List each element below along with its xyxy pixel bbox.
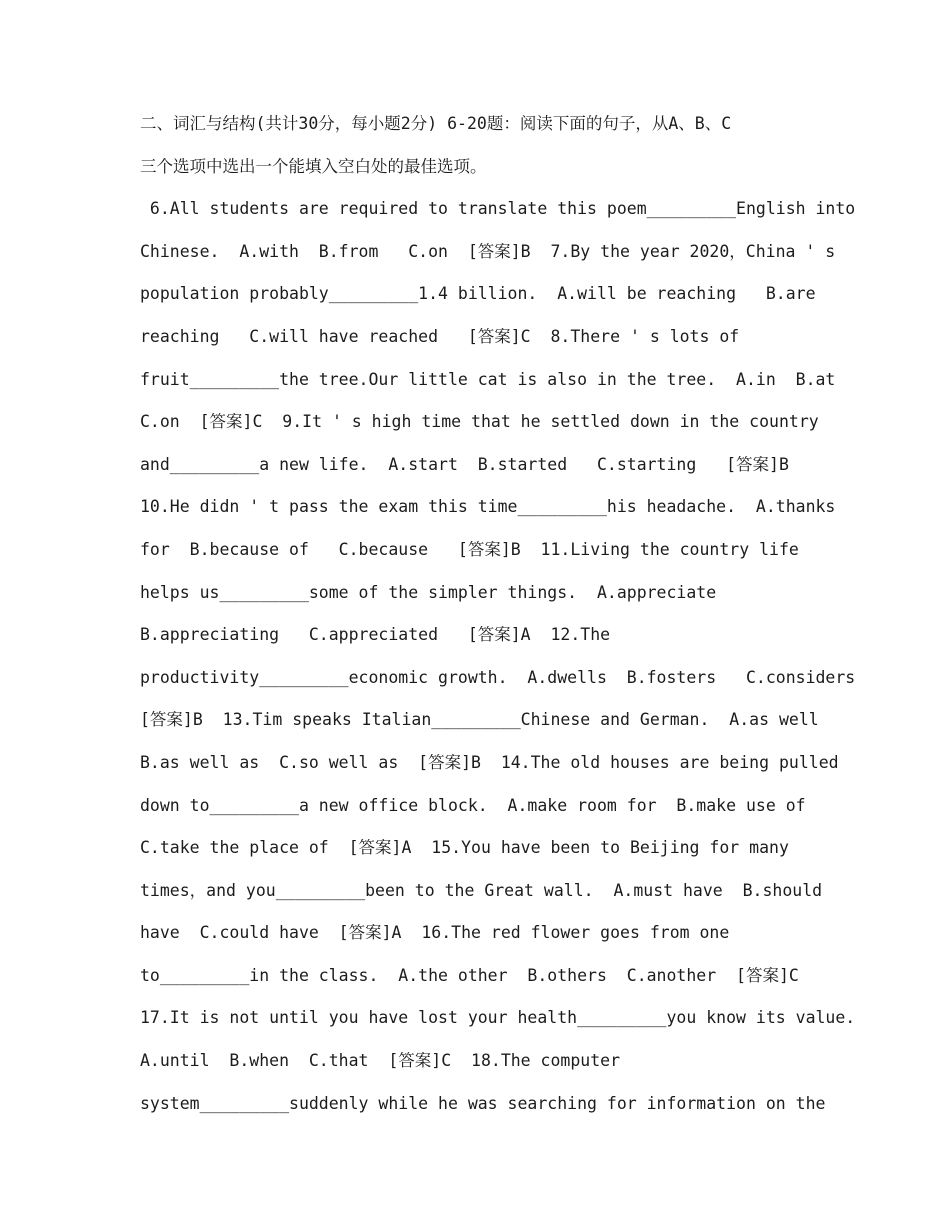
text-line: productivity_________economic growth. A.dwells B.fosters C.considers	[140, 667, 856, 687]
text-line: C.take the place of [答案]A 15.You have been to Beijing for many	[140, 838, 789, 858]
text-line: Chinese. A.with B.from C.on [答案]B 7.By the year 2020，China ' s	[140, 241, 836, 261]
section-heading-line-1: 二、词汇与结构(共计30分，每小题2分) 6-20题：阅读下面的句子，从A、B、C	[140, 114, 732, 133]
text-line: [答案]B 13.Tim speaks Italian_________Chinese and German. A.as well	[140, 710, 819, 730]
text-line: fruit_________the tree.Our little cat is also in the tree. A.in B.at	[140, 369, 836, 389]
text-line: 10.He didn ' t pass the exam this time_________his headache. A.thanks	[140, 497, 836, 517]
text-line: system_________suddenly while he was searching for information on the	[140, 1093, 826, 1113]
text-line: and_________a new life. A.start B.started C.starting [答案]B	[140, 454, 789, 474]
text-line: B.as well as C.so well as [答案]B 14.The old houses are being pulled	[140, 752, 839, 772]
text-line: population probably_________1.4 billion. A.will be reaching B.are	[140, 284, 816, 304]
text-line: helps us_________some of the simpler things. A.appreciate	[140, 582, 717, 602]
text-line: 6.All students are required to translate this poem_________English into	[140, 199, 856, 219]
text-line: down to_________a new office block. A.make room for B.make use of	[140, 795, 806, 815]
section-heading-line-2: 三个选项中选出一个能填入空白处的最佳选项。	[140, 156, 487, 176]
text-line: have C.could have [答案]A 16.The red flower goes from one	[140, 923, 730, 943]
text-line: reaching C.will have reached [答案]C 8.There ' s lots of	[140, 326, 740, 346]
question-text-block	[140, 103, 856, 1125]
text-line: B.appreciating C.appreciated [答案]A 12.The	[140, 625, 611, 645]
text-line: 17.It is not until you have lost your health_________you know its value.	[140, 1008, 856, 1028]
text-line: A.until B.when C.that [答案]C 18.The computer	[140, 1051, 621, 1071]
text-line: to_________in the class. A.the other B.others C.another [答案]C	[140, 965, 799, 985]
text-line: times，and you_________been to the Great wall. A.must have B.should	[140, 880, 823, 900]
text-line: for B.because of C.because [答案]B 11.Living the country life	[140, 539, 799, 559]
text-line: C.on [答案]C 9.It ' s high time that he settled down in the country	[140, 412, 819, 432]
